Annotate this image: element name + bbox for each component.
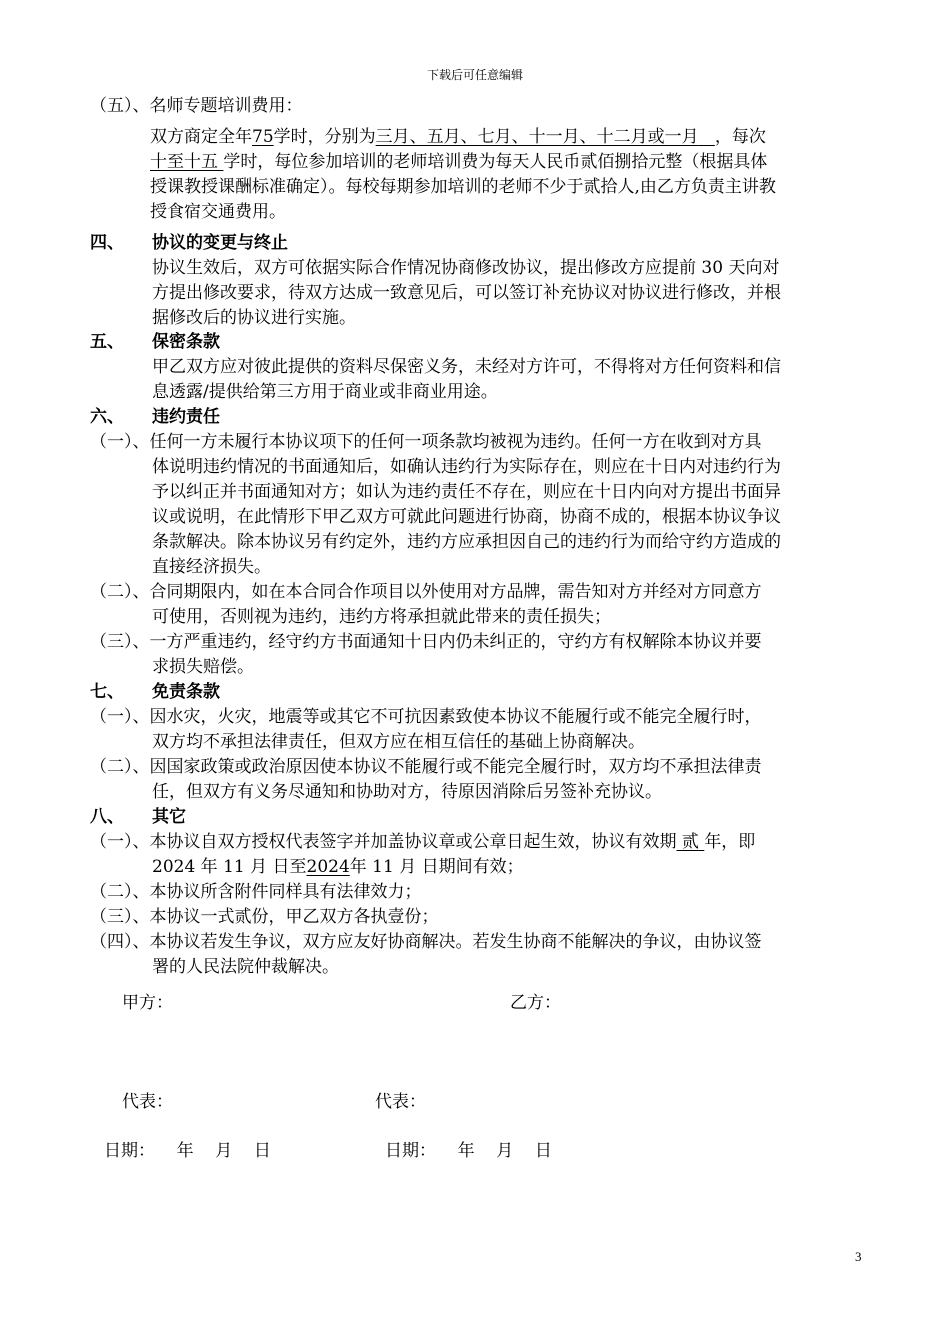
clause-line: 署的人民法院仲裁解决。 [152,957,339,977]
clause-line [90,830,755,854]
paragraph-line: 授食宿交通费用。 [150,202,286,222]
paragraph-line: 据修改后的协议进行实施。 [152,308,356,328]
clause-line: 可使用，否则视为违约，违约方将承担就此带来的责任损失； [152,607,611,627]
article-number: 七、 [90,682,124,702]
clause-line: 予以纠正并书面通知对方；如认为违约责任不存在，则应在十日内向对方提出书面异 [152,482,781,502]
text: 2024 年 11 月 日至 [152,857,307,877]
clause-line: （三）、一方严重违约，经守约方书面通知十日内仍未纠正的，守约方有权解除本协议并要 [90,632,762,652]
party-a-label: 甲方： [122,993,173,1013]
article-title: 免责条款 [152,682,220,702]
article-number: 八、 [90,807,124,827]
text: 年 11 月 日期间有效； [349,857,524,877]
clause-line: 求损失赔偿。 [152,657,254,677]
clause-line: 体说明违约情况的书面通知后，如确认违约行为实际存在，则应在十日内对违约行为 [152,457,781,477]
clause-line: （二）、本协议所含附件同样具有法律效力； [90,882,422,902]
page-number: 3 [855,1249,862,1264]
end-year-value: 2024 [306,857,350,877]
clause-line: 议或说明，在此情形下甲乙双方可就此问题进行协商，协商不成的，根据本协议争议 [152,507,781,527]
text: 双方商定全年 [150,127,252,147]
article-number: 五、 [90,332,124,352]
article-title: 协议的变更与终止 [152,233,288,253]
clause-line: （二）、合同期限内，如在本合同合作项目以外使用对方品牌，需告知对方并经对方同意方 [90,582,762,602]
date-a-label: 日期： 年 月 日 [104,1141,271,1161]
term-value: 贰 [681,832,699,852]
text: （一）、本协议自双方授权代表签字并加盖协议章或公章日起生效，协议有效期 [90,832,677,852]
text: 学时，每位参加培训的老师培训费为每天人民币贰佰捌拾元整（根据具体 [223,152,768,172]
text: 年，即 [704,832,756,852]
clause-line: 直接经济损失。 [152,557,271,577]
date-b-label: 日期： 年 月 日 [385,1141,552,1161]
representative-a-label: 代表： [122,1092,173,1112]
clause-line: 任，但双方有义务尽通知和协助对方，待原因消除后另签补充协议。 [152,782,662,802]
paragraph-line [150,125,766,149]
page-header: 下载后可任意编辑 [426,68,523,82]
paragraph-line: 甲乙双方应对彼此提供的资料尽保密义务，未经对方许可，不得将对方任何资料和信 [152,357,781,377]
clause-line: （三）、本协议一式贰份，甲乙双方各执壹份； [90,907,439,927]
paragraph-line: 协议生效后，双方可依据实际合作情况协商修改协议，提出修改方应提前 30 天向对 [152,258,780,278]
article-title: 保密条款 [152,332,220,352]
months-value: 三月、五月、七月、十一月、十二月或一月 [375,127,699,147]
clause-line: （一）、任何一方未履行本协议项下的任何一项条款均被视为违约。任何一方在收到对方具 [90,432,762,452]
article-title: 违约责任 [152,407,220,427]
party-b-label: 乙方： [510,993,561,1013]
section-heading-5: （五）、名师专题培训费用： [90,96,303,116]
representative-b-label: 代表： [375,1092,426,1112]
article-title: 其它 [152,807,186,827]
article-number: 六、 [90,407,124,427]
text: ，每次 [714,127,766,147]
paragraph-line: 息透露/提供给第三方用于商业或非商业用途。 [152,382,498,402]
paragraph-line: 授课教授课酬标准确定）。每校每期参加培训的老师不少于贰拾人,由乙方负责主讲教 [150,177,776,197]
hours-range-value: 十至十五 [150,152,218,172]
hours-value: 75 [252,127,274,147]
clause-line: （四）、本协议若发生争议，双方应友好协商解决。若发生协商不能解决的争议，由协议签 [90,932,762,952]
article-number: 四、 [90,233,124,253]
paragraph-line: 方提出修改要求，待双方达成一致意见后，可以签订补充协议对协议进行修改，并根 [152,283,781,303]
clause-line: 条款解决。除本协议另有约定外，违约方应承担因自己的违约行为而给守约方造成的 [152,532,781,552]
clause-line: 双方均不承担法律责任，但双方应在相互信任的基础上协商解决。 [152,732,645,752]
clause-line [152,855,524,879]
text: 学时，分别为 [273,127,376,147]
clause-line: （二）、因国家政策或政治原因使本协议不能履行或不能完全履行时，双方均不承担法律责 [90,757,762,777]
paragraph-line [150,150,767,174]
clause-line: （一）、因水灾，火灾，地震等或其它不可抗因素致使本协议不能履行或不能完全履行时， [90,707,762,727]
